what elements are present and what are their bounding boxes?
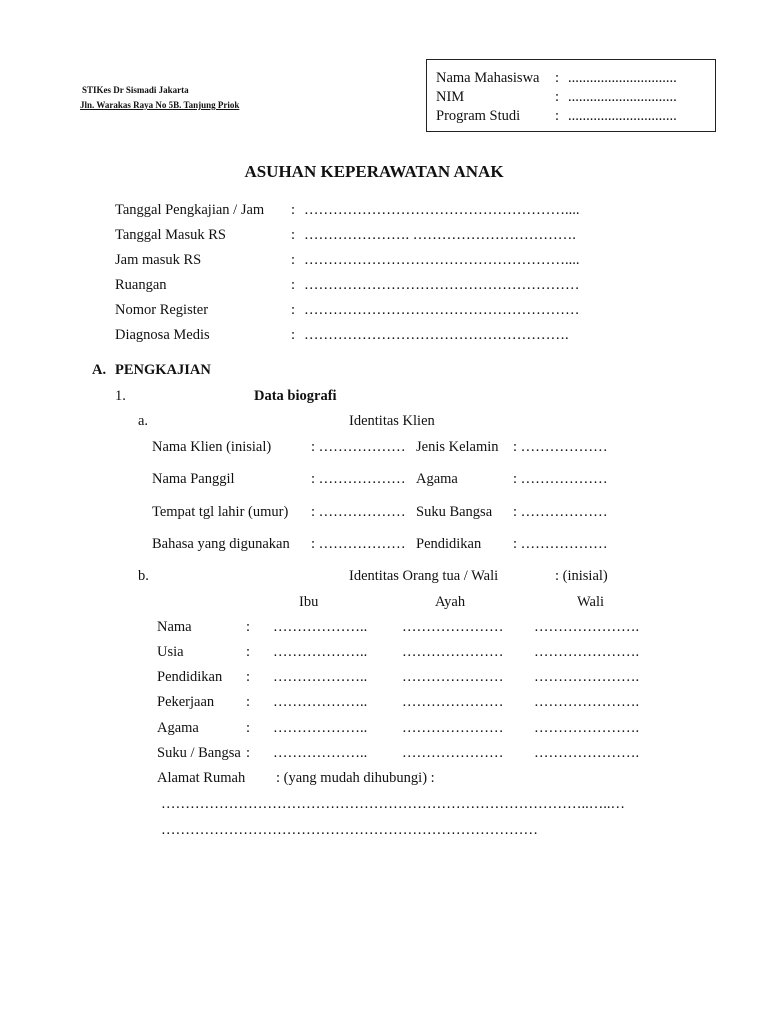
field-colon: : xyxy=(291,202,296,218)
client-value-agama[interactable]: : ……………… xyxy=(513,471,608,487)
parent-row-label: Agama xyxy=(157,720,199,736)
parent-value-ayah[interactable]: ………………… xyxy=(402,694,504,710)
part-b-heading: Identitas Orang tua / Wali xyxy=(349,568,499,584)
section-a-heading: PENGKAJIAN xyxy=(115,362,211,378)
field-value-jam-masuk[interactable]: ……………………………………………….... xyxy=(304,252,580,268)
parent-value-ibu[interactable]: ……………….. xyxy=(273,619,368,635)
parent-value-wali[interactable]: …………………. xyxy=(534,669,640,685)
client-value-bahasa[interactable]: : ……………… xyxy=(311,536,406,552)
client-value-tempat-tgl-lahir[interactable]: : ……………… xyxy=(311,504,406,520)
parent-value-ayah[interactable]: ………………… xyxy=(402,644,504,660)
client-label-suku-bangsa: Suku Bangsa xyxy=(416,504,493,520)
field-value-ruangan[interactable]: ………………………………………………… xyxy=(304,277,580,293)
subsection-1-heading: Data biografi xyxy=(254,388,337,404)
field-colon: : xyxy=(291,227,296,243)
parent-value-ibu[interactable]: ……………….. xyxy=(273,694,368,710)
part-b-note: : (inisial) xyxy=(555,568,608,584)
client-value-jenis-kelamin[interactable]: : ……………… xyxy=(513,439,608,455)
parent-value-ayah[interactable]: ………………… xyxy=(402,669,504,685)
part-b-marker: b. xyxy=(138,568,149,584)
address-label: Alamat Rumah xyxy=(157,770,246,786)
address-note: : (yang mudah dihubungi) : xyxy=(276,770,435,786)
institution-address: Jln. Warakas Raya No 5B. Tanjung Priok xyxy=(80,100,240,110)
field-value-tanggal-masuk[interactable]: …………………. ……………………………. xyxy=(304,227,576,243)
client-value-suku-bangsa[interactable]: : ……………… xyxy=(513,504,608,520)
student-program-label: Program Studi xyxy=(436,108,521,124)
parent-value-ibu[interactable]: ……………….. xyxy=(273,745,368,761)
parent-value-ibu[interactable]: ……………….. xyxy=(273,644,368,660)
parent-row-label: Pekerjaan xyxy=(157,694,215,710)
parent-value-ibu[interactable]: ……………….. xyxy=(273,669,368,685)
parent-row-colon: : xyxy=(246,619,251,635)
student-program-field[interactable]: .............................. xyxy=(568,108,677,124)
column-header-ayah: Ayah xyxy=(435,594,466,610)
field-value-nomor-register[interactable]: ………………………………………………… xyxy=(304,302,580,318)
parent-row-label: Pendidikan xyxy=(157,669,223,685)
parent-value-ayah[interactable]: ………………… xyxy=(402,619,504,635)
student-nim-colon: : xyxy=(555,89,560,105)
field-label-nomor-register: Nomor Register xyxy=(115,302,209,318)
student-nim-label: NIM xyxy=(436,89,465,105)
section-a-marker: A. xyxy=(92,362,107,378)
client-value-nama[interactable]: : ……………… xyxy=(311,439,406,455)
parent-value-ayah[interactable]: ………………… xyxy=(402,745,504,761)
parent-row-colon: : xyxy=(246,745,251,761)
client-label-nama-panggil: Nama Panggil xyxy=(152,471,235,487)
client-label-pendidikan: Pendidikan xyxy=(416,536,482,552)
parent-value-ibu[interactable]: ……………….. xyxy=(273,720,368,736)
client-label-tempat-tgl-lahir: Tempat tgl lahir (umur) xyxy=(152,504,289,520)
field-colon: : xyxy=(291,302,296,318)
student-name-label: Nama Mahasiswa xyxy=(436,70,540,86)
field-label-diagnosa-medis: Diagnosa Medis xyxy=(115,327,210,343)
parent-value-wali[interactable]: …………………. xyxy=(534,720,640,736)
column-header-ibu: Ibu xyxy=(299,594,319,610)
institution-name: STIKes Dr Sismadi Jakarta xyxy=(82,85,189,95)
field-label-tanggal-pengkajian: Tanggal Pengkajian / Jam xyxy=(115,202,265,218)
parent-value-wali[interactable]: …………………. xyxy=(534,619,640,635)
column-header-wali: Wali xyxy=(577,594,605,610)
parent-value-wali[interactable]: …………………. xyxy=(534,644,640,660)
field-colon: : xyxy=(291,327,296,343)
parent-value-wali[interactable]: …………………. xyxy=(534,694,640,710)
document-title: ASUHAN KEPERAWATAN ANAK xyxy=(244,162,504,181)
field-value-tanggal-pengkajian[interactable]: ……………………………………………….... xyxy=(304,202,580,218)
student-program-colon: : xyxy=(555,108,560,124)
student-info-box xyxy=(426,59,716,132)
parent-row-colon: : xyxy=(246,720,251,736)
field-label-ruangan: Ruangan xyxy=(115,277,167,293)
part-a-marker: a. xyxy=(138,413,149,429)
client-value-nama-panggil[interactable]: : ……………… xyxy=(311,471,406,487)
client-label-agama: Agama xyxy=(416,471,458,487)
client-value-pendidikan[interactable]: : ……………… xyxy=(513,536,608,552)
field-value-diagnosa-medis[interactable]: ………………………………………………. xyxy=(304,327,569,343)
client-label-bahasa: Bahasa yang digunakan xyxy=(152,536,290,552)
subsection-1-number: 1. xyxy=(115,388,126,404)
field-colon: : xyxy=(291,277,296,293)
parent-value-ayah[interactable]: ………………… xyxy=(402,720,504,736)
field-label-tanggal-masuk: Tanggal Masuk RS xyxy=(115,227,226,243)
client-label-nama: Nama Klien (inisial) xyxy=(152,439,272,455)
student-nim-field[interactable]: .............................. xyxy=(568,89,677,105)
parent-row-label: Nama xyxy=(157,619,192,635)
student-name-field[interactable]: .............................. xyxy=(568,70,677,86)
parent-row-colon: : xyxy=(246,644,251,660)
student-name-colon: : xyxy=(555,70,560,86)
parent-row-colon: : xyxy=(246,669,251,685)
parent-row-label: Suku / Bangsa xyxy=(157,745,241,761)
parent-row-label: Usia xyxy=(157,644,184,660)
client-label-jenis-kelamin: Jenis Kelamin xyxy=(416,439,499,455)
address-field-line-1[interactable]: ……………………………………………………………………………..…..… xyxy=(161,796,625,812)
field-colon: : xyxy=(291,252,296,268)
parent-row-colon: : xyxy=(246,694,251,710)
address-field-line-2[interactable]: …………………………………………………………………… xyxy=(161,822,538,838)
part-a-heading: Identitas Klien xyxy=(349,413,435,429)
field-label-jam-masuk: Jam masuk RS xyxy=(115,252,202,268)
parent-value-wali[interactable]: …………………. xyxy=(534,745,640,761)
